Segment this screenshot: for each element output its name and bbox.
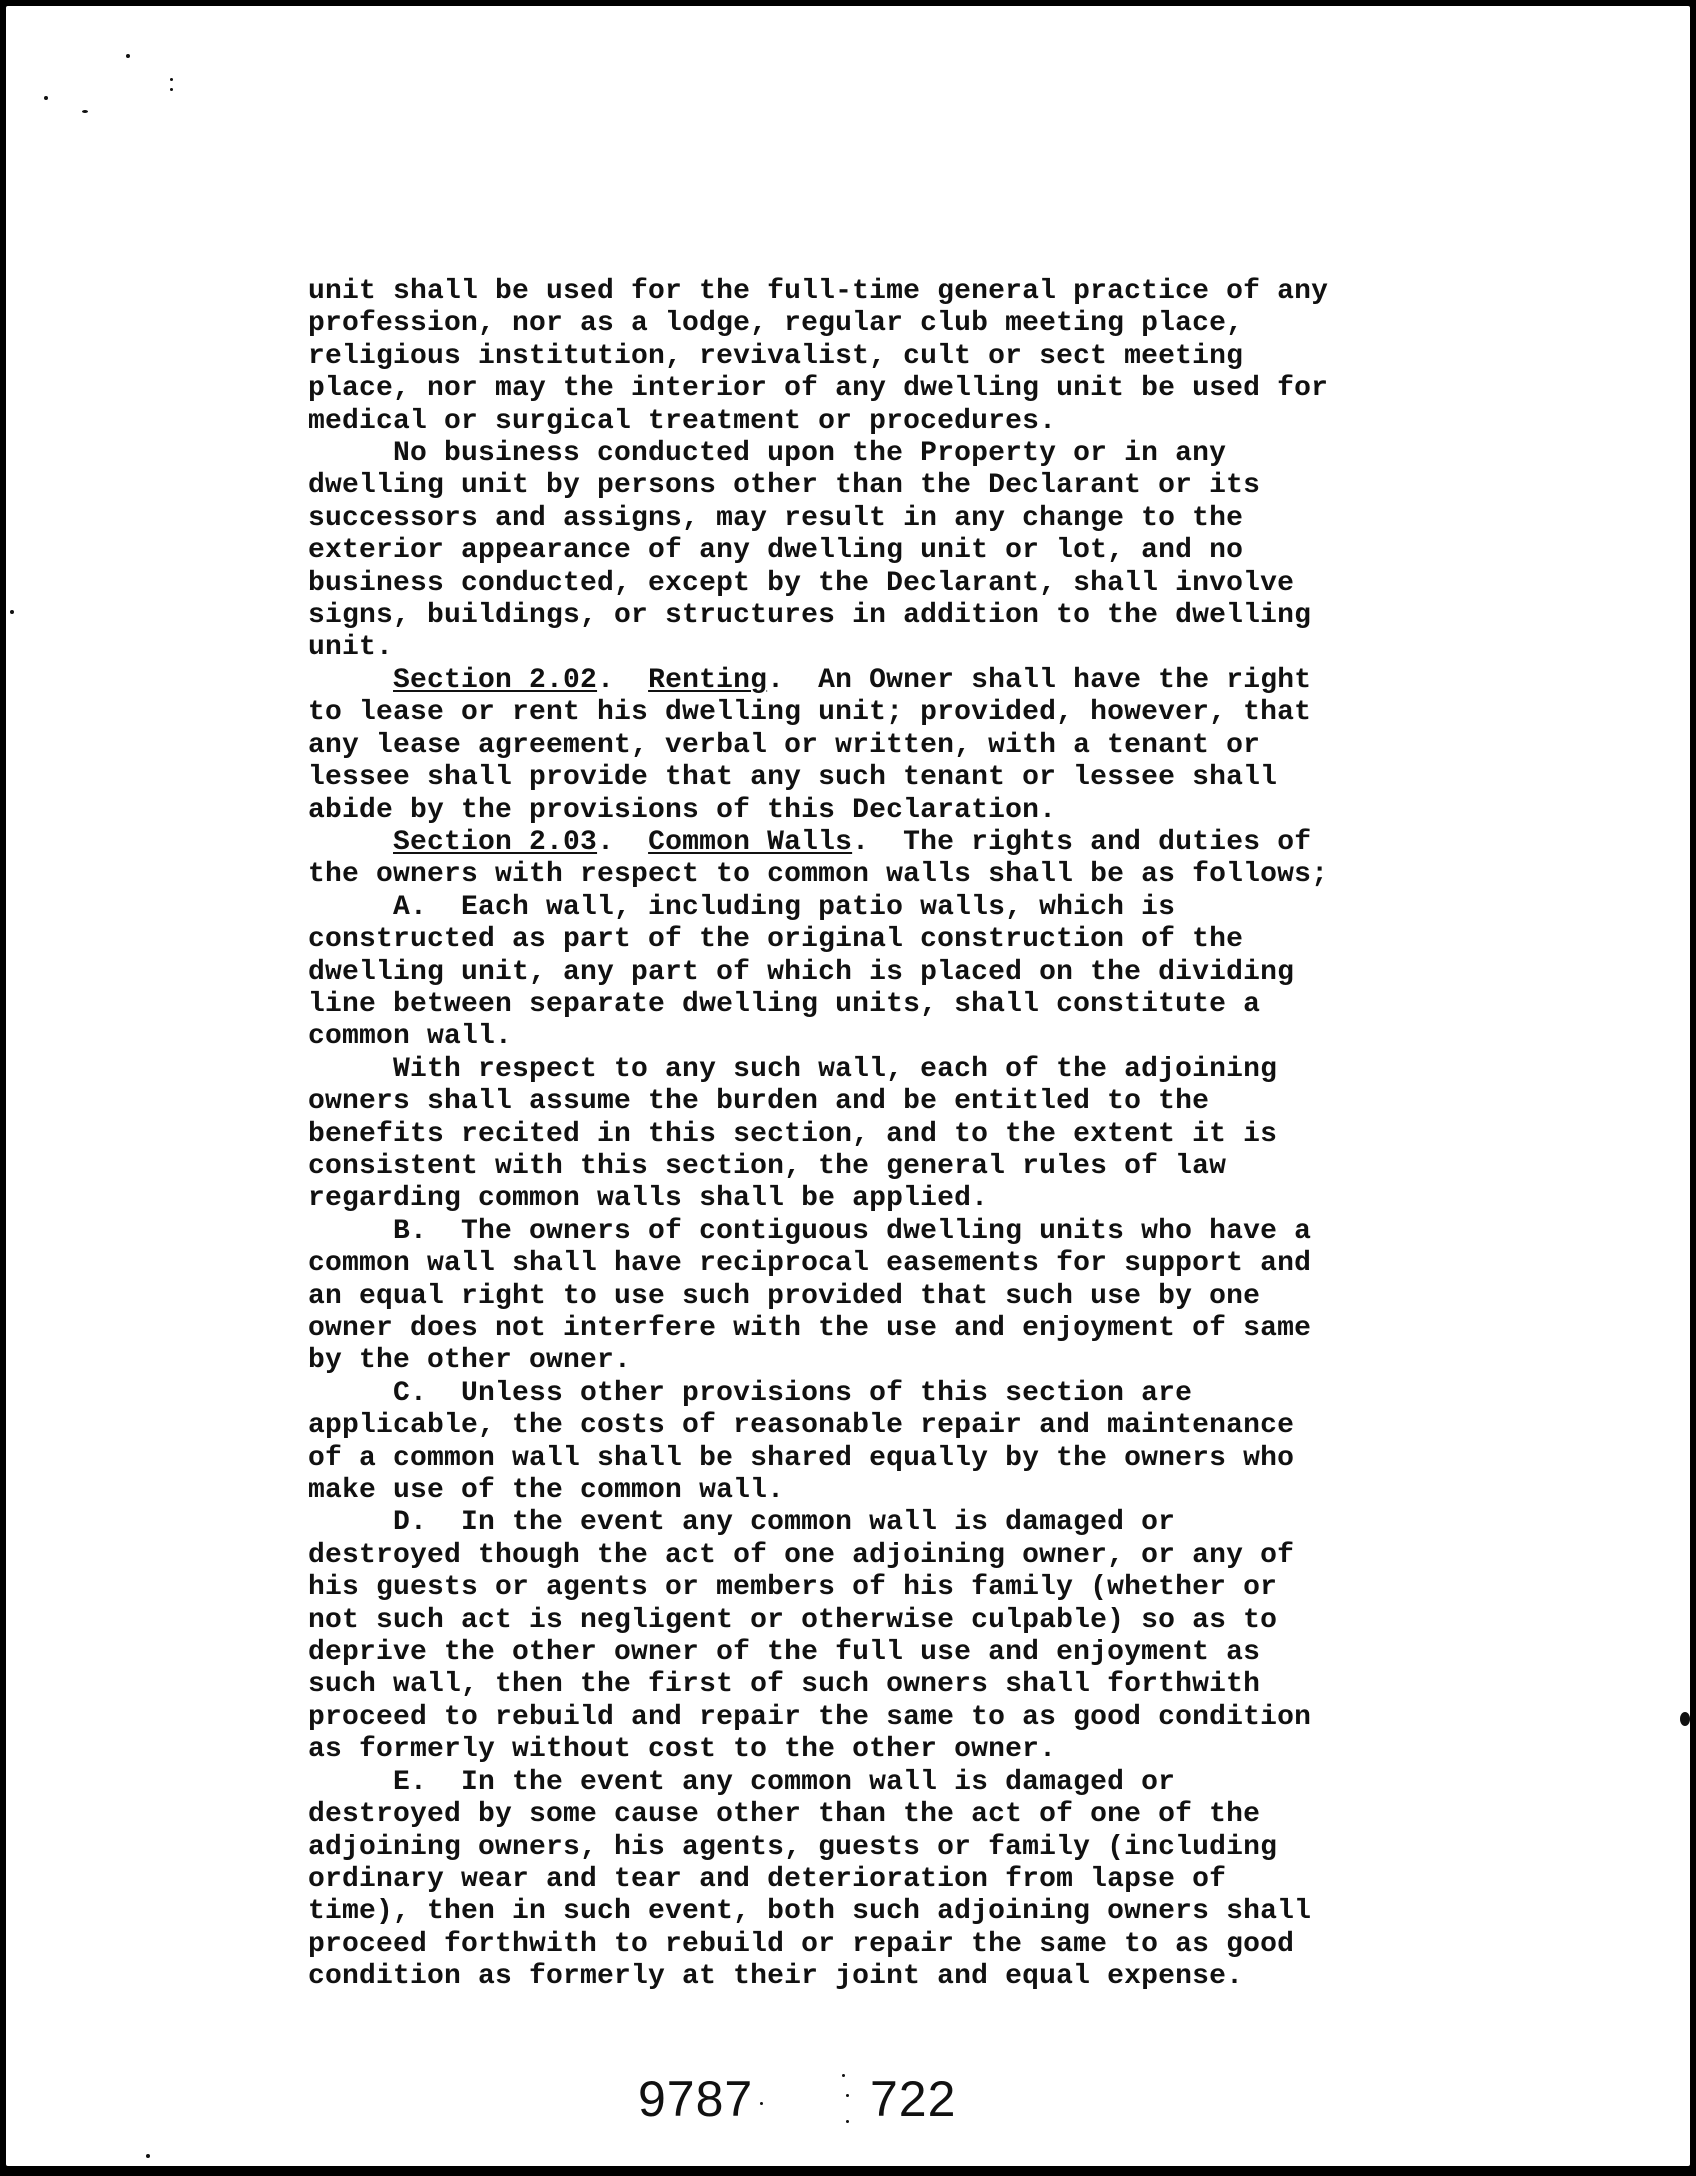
text-line: owners shall assume the burden and be entitled to the	[308, 1086, 1210, 1118]
scan-speck	[126, 54, 130, 58]
document-body	[308, 276, 1488, 1994]
section-2-02	[308, 665, 1488, 827]
text-line: destroyed though the act of one adjoining owner, or any of	[308, 1539, 1295, 1571]
paragraph-c	[308, 1378, 1488, 1508]
text-line: deprive the other owner of the full use and enjoyment as	[308, 1637, 1261, 1669]
text-line: destroyed by some cause other than the act of one of the	[308, 1799, 1261, 1831]
section-title: Renting	[648, 664, 768, 696]
text-line: dwelling unit by persons other than the Declarant or its	[308, 470, 1261, 502]
text-line: constructed as part of the original construction of the	[308, 924, 1244, 956]
text-line: B. The owners of contiguous dwelling units who have a	[308, 1215, 1312, 1247]
text-line: applicable, the costs of reasonable repair and maintenance	[308, 1410, 1295, 1442]
text-line: benefits recited in this section, and to the extent it is	[308, 1118, 1278, 1150]
scan-speck	[170, 78, 173, 81]
section-number: Section 2.02	[393, 664, 598, 696]
section-title: Common Walls	[648, 826, 853, 858]
scan-speck	[1680, 1712, 1690, 1726]
scan-speck	[760, 2102, 763, 2105]
paragraph-d	[308, 1507, 1488, 1766]
section-heading-line: Section 2.03. Common Walls. The rights and duties of	[393, 826, 1312, 858]
text-line: exterior appearance of any dwelling unit or lot, and no	[308, 535, 1244, 567]
text-line: lessee shall provide that any such tenant or lessee shall	[308, 762, 1278, 794]
text-line: regarding common walls shall be applied.	[308, 1183, 989, 1215]
text-line: proceed to rebuild and repair the same to as good condition	[308, 1701, 1312, 1733]
section-heading-line: Section 2.02. Renting. An Owner shall have the right	[393, 664, 1312, 696]
text-line: C. Unless other provisions of this section are	[308, 1377, 1193, 1409]
text-line: to lease or rent his dwelling unit; provided, however, that	[308, 697, 1312, 729]
text-line: With respect to any such wall, each of the adjoining	[308, 1053, 1278, 1085]
text-line: profession, nor as a lodge, regular club meeting place,	[308, 308, 1244, 340]
text-line: condition as formerly at their joint and equal expense.	[308, 1961, 1244, 1993]
section-text: An Owner shall have the right	[784, 664, 1312, 696]
text-line: the owners with respect to common walls shall be as follows;	[308, 859, 1329, 891]
paragraph-b	[308, 1216, 1488, 1378]
text-line: religious institution, revivalist, cult or sect meeting	[308, 340, 1244, 372]
text-line: business conducted, except by the Declarant, shall involve	[308, 567, 1295, 599]
scan-speck	[846, 2094, 849, 2097]
text-line: of a common wall shall be shared equally by the owners who	[308, 1442, 1295, 1474]
section-2-03	[308, 827, 1488, 892]
paragraph-business	[308, 438, 1488, 665]
scan-speck	[10, 610, 14, 614]
text-line: unit shall be used for the full-time general practice of any	[308, 276, 1329, 307]
text-line: make use of the common wall.	[308, 1475, 785, 1507]
text-line: line between separate dwelling units, shall constitute a	[308, 988, 1261, 1020]
text-line: time), then in such event, both such adjoining owners shall	[308, 1896, 1312, 1928]
scan-speck	[44, 96, 48, 100]
paragraph-e	[308, 1767, 1488, 1994]
text-line: any lease agreement, verbal or written, with a tenant or	[308, 729, 1261, 761]
text-line: medical or surgical treatment or procedures.	[308, 405, 1057, 437]
section-text: The rights and duties of	[869, 826, 1312, 858]
text-line: not such act is negligent or otherwise culpable) so as to	[308, 1604, 1278, 1636]
text-line: A. Each wall, including patio walls, which is	[308, 891, 1176, 923]
scan-speck	[170, 88, 173, 91]
scan-speck	[146, 2154, 150, 2158]
text-line: dwelling unit, any part of which is placed on the dividing	[308, 956, 1295, 988]
text-line: an equal right to use such provided that such use by one	[308, 1280, 1261, 1312]
text-line: ordinary wear and tear and deterioration from lapse of	[308, 1863, 1227, 1895]
text-line: E. In the event any common wall is damaged or	[308, 1766, 1176, 1798]
text-line: place, nor may the interior of any dwelling unit be used for	[308, 373, 1329, 405]
page-number: 722	[870, 2071, 957, 2127]
text-line: No business conducted upon the Property or in any	[308, 438, 1227, 470]
text-line: common wall.	[308, 1021, 513, 1053]
text-line: by the other owner.	[308, 1345, 632, 1377]
text-line: common wall shall have reciprocal easements for support and	[308, 1248, 1312, 1280]
paragraph-use-restrictions	[308, 276, 1488, 438]
scan-speck	[846, 2120, 849, 2123]
section-number: Section 2.03	[393, 826, 598, 858]
paragraph-a	[308, 892, 1488, 1054]
text-line: such wall, then the first of such owners shall forthwith	[308, 1669, 1261, 1701]
text-line: adjoining owners, his agents, guests or family (including	[308, 1831, 1278, 1863]
text-line: consistent with this section, the general rules of law	[308, 1150, 1227, 1182]
text-line: D. In the event any common wall is damaged or	[308, 1507, 1176, 1539]
text-line: unit.	[308, 632, 394, 664]
scan-speck	[82, 110, 88, 113]
text-line: successors and assigns, may result in any change to the	[308, 502, 1244, 534]
book-number: 9787	[638, 2071, 754, 2127]
scan-speck	[842, 2074, 845, 2077]
text-line: as formerly without cost to the other owner.	[308, 1734, 1057, 1766]
text-line: proceed forthwith to rebuild or repair the same to as good	[308, 1928, 1295, 1960]
text-line: signs, buildings, or structures in addition to the dwelling	[308, 600, 1312, 632]
text-line: owner does not interfere with the use and enjoyment of same	[308, 1313, 1312, 1344]
text-line: abide by the provisions of this Declaration.	[308, 794, 1057, 826]
paragraph-a-continued	[308, 1054, 1488, 1216]
text-line: his guests or agents or members of his family (whether or	[308, 1572, 1278, 1604]
